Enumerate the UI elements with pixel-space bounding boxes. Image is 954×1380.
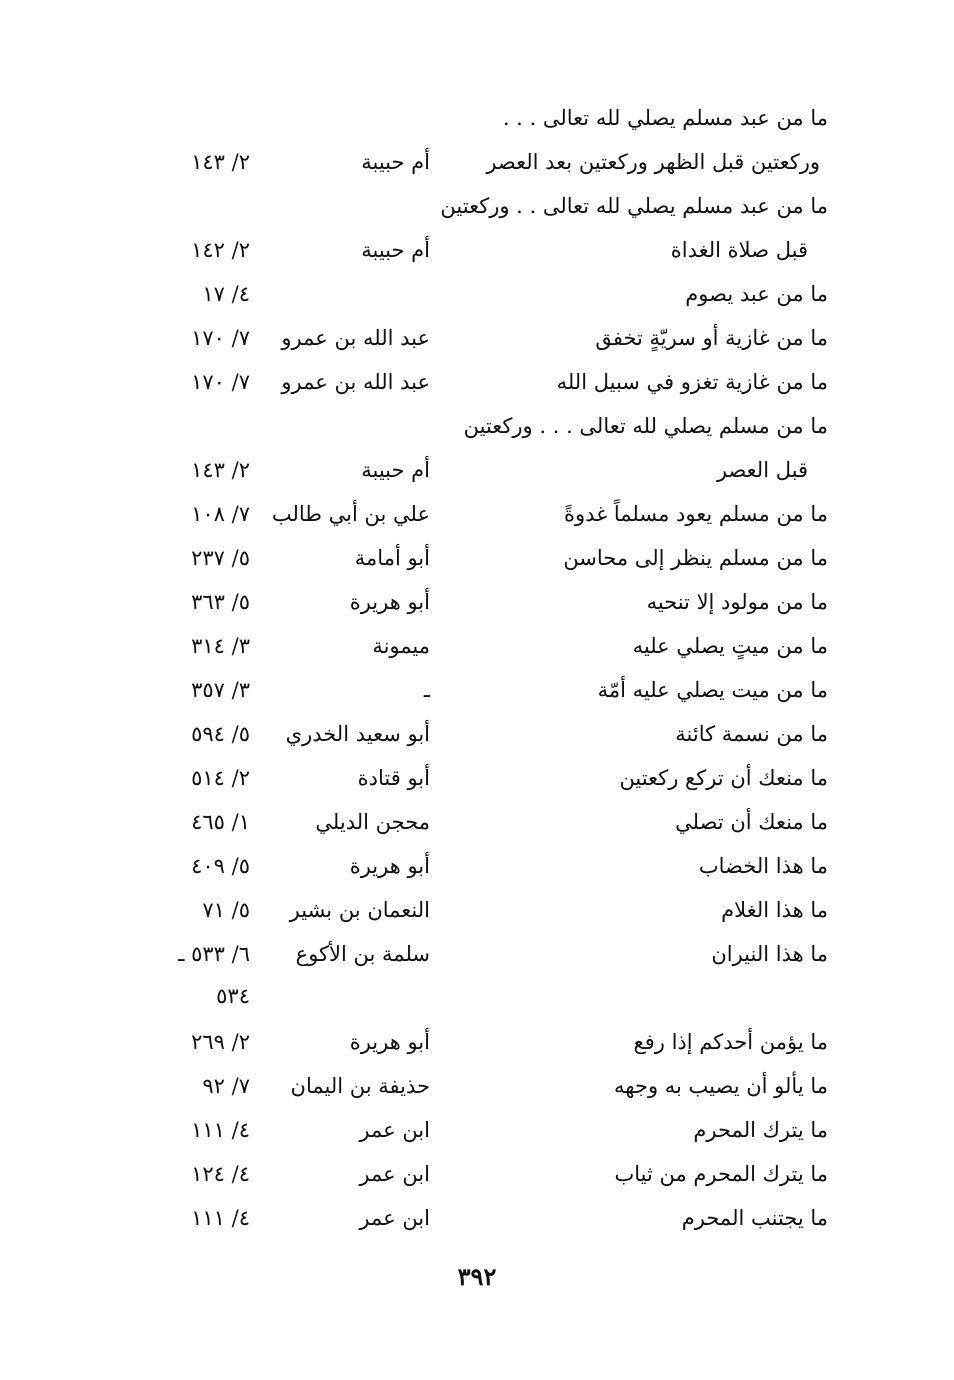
narrator-name: محجن الديلي <box>315 810 430 834</box>
hadith-text: ما من غازية أو سريّةٍ تخفق <box>595 326 828 350</box>
volume-page-reference: ٥/ ٥٩٤ <box>191 722 250 746</box>
index-entry-continuation <box>0 974 954 1018</box>
narrator-name: أبو أمامة <box>354 546 430 570</box>
index-entry <box>0 800 954 844</box>
volume-page-reference: ٤/ ١٧ <box>202 282 250 306</box>
narrator-name: عبد الله بن عمرو <box>281 370 430 394</box>
volume-page-reference: ٢/ ١٤٣ <box>191 458 250 482</box>
hadith-text: ما من عبد مسلم يصلي لله تعالى . . . <box>502 106 828 130</box>
index-entry <box>0 448 954 492</box>
index-entry <box>0 1196 954 1240</box>
volume-page-reference: ٥٣٤ <box>216 984 250 1008</box>
hadith-text: ما من مسلم يصلي لله تعالى . . . وركعتين <box>463 414 828 438</box>
hadith-text: ما منعك أن تركع ركعتين <box>619 766 828 790</box>
volume-page-reference: ٢/ ١٤٢ <box>191 238 250 262</box>
hadith-text: ما من عبد مسلم يصلي لله تعالى . . وركعتين <box>440 194 828 218</box>
index-entry <box>0 1064 954 1108</box>
hadith-text: ما يألو أن يصيب به وجهه <box>614 1074 828 1098</box>
volume-page-reference: ٢/ ٥١٤ <box>191 766 250 790</box>
hadith-text: ما من مسلم يعود مسلماً غدوةً <box>564 502 828 526</box>
volume-page-reference: ٧/ ١٠٨ <box>191 502 250 526</box>
hadith-text: قبل صلاة الغداة <box>670 238 808 262</box>
volume-page-reference: ٧/ ١٧٠ <box>191 370 250 394</box>
hadith-text: ما من مولود إلا تنحيه <box>646 590 828 614</box>
index-entry <box>0 844 954 888</box>
volume-page-reference: ٣/ ٣١٤ <box>191 634 250 658</box>
index-entry <box>0 624 954 668</box>
volume-page-reference: ٥/ ٤٠٩ <box>191 854 250 878</box>
hadith-text: ما من غازية تغزو في سبيل الله <box>556 370 828 394</box>
index-entry <box>0 272 954 316</box>
narrator-name: سلمة بن الأكوع <box>295 942 430 966</box>
index-entry <box>0 668 954 712</box>
index-entry <box>0 536 954 580</box>
hadith-text: ما يترك المحرم <box>693 1118 828 1142</box>
hadith-text: ما من ميت يصلي عليه أمّة <box>597 678 828 702</box>
volume-page-reference: ٥/ ٢٣٧ <box>191 546 250 570</box>
hadith-text: ما من عبد يصوم <box>685 282 828 306</box>
narrator-name: أبو سعيد الخدري <box>285 722 430 746</box>
index-entry <box>0 404 954 448</box>
index-entry <box>0 1020 954 1064</box>
index-entry <box>0 492 954 536</box>
index-entry <box>0 360 954 404</box>
volume-page-reference: ٧/ ١٧٠ <box>191 326 250 350</box>
narrator-name: أبو هريرة <box>349 1030 430 1054</box>
index-entry <box>0 712 954 756</box>
narrator-name: ابن عمر <box>359 1162 430 1186</box>
hadith-text: ما هذا النيران <box>711 942 828 966</box>
volume-page-reference: ٥/ ٧١ <box>202 898 250 922</box>
hadith-text: ما من نسمة كائنة <box>675 722 828 746</box>
narrator-name: حذيفة بن اليمان <box>290 1074 430 1098</box>
volume-page-reference: ٤/ ١٢٤ <box>191 1162 250 1186</box>
volume-page-reference: ١/ ٤٦٥ <box>191 810 250 834</box>
index-entry <box>0 228 954 272</box>
hadith-text: ما منعك أن تصلي <box>675 810 828 834</box>
index-entry <box>0 756 954 800</box>
index-entry <box>0 580 954 624</box>
narrator-name: أبو قتادة <box>357 766 430 790</box>
page-number: ٣٩٢ <box>457 1262 497 1291</box>
index-entry <box>0 1108 954 1152</box>
hadith-text: ما من ميتٍ يصلي عليه <box>632 634 828 658</box>
hadith-text: قبل العصر <box>716 458 808 482</box>
narrator-name: ابن عمر <box>359 1206 430 1230</box>
narrator-name: ابن عمر <box>359 1118 430 1142</box>
volume-page-reference: ٢/ ١٤٣ <box>191 150 250 174</box>
hadith-text: ما يترك المحرم من ثياب <box>614 1162 828 1186</box>
volume-page-reference: ٦/ ٥٣٣ ـ <box>178 942 250 966</box>
index-entry <box>0 316 954 360</box>
narrator-name: أم حبيبة <box>361 238 430 262</box>
narrator-name: علي بن أبي طالب <box>271 502 430 526</box>
narrator-name: أبو هريرة <box>349 590 430 614</box>
narrator-name: ميمونة <box>372 634 430 658</box>
hadith-text: ما يؤمن أحدكم إذا رفع <box>633 1030 828 1054</box>
narrator-name: النعمان بن بشير <box>289 898 430 922</box>
hadith-text: ما هذا الغلام <box>721 898 828 922</box>
index-entry <box>0 184 954 228</box>
volume-page-reference: ٤/ ١١١ <box>191 1206 250 1230</box>
volume-page-reference: ٤/ ١١١ <box>191 1118 250 1142</box>
volume-page-reference: ٧/ ٩٢ <box>202 1074 250 1098</box>
hadith-text: ما هذا الخضاب <box>698 854 828 878</box>
hadith-text: ما من مسلم ينظر إلى محاسن <box>563 546 828 570</box>
narrator-name: أبو هريرة <box>349 854 430 878</box>
volume-page-reference: ٣/ ٣٥٧ <box>191 678 250 702</box>
index-entry <box>0 1152 954 1196</box>
narrator-name: ـ <box>423 678 430 702</box>
narrator-name: أم حبيبة <box>361 458 430 482</box>
volume-page-reference: ٥/ ٣٦٣ <box>191 590 250 614</box>
index-entry <box>0 96 954 140</box>
volume-page-reference: ٢/ ٢٦٩ <box>191 1030 250 1054</box>
narrator-name: عبد الله بن عمرو <box>281 326 430 350</box>
index-entry <box>0 140 954 184</box>
narrator-name: أم حبيبة <box>361 150 430 174</box>
hadith-text: ما يجتنب المحرم <box>681 1206 828 1230</box>
index-entry <box>0 888 954 932</box>
hadith-text: وركعتين قبل الظهر وركعتين بعد العصر <box>486 150 820 174</box>
index-entry <box>0 932 954 976</box>
